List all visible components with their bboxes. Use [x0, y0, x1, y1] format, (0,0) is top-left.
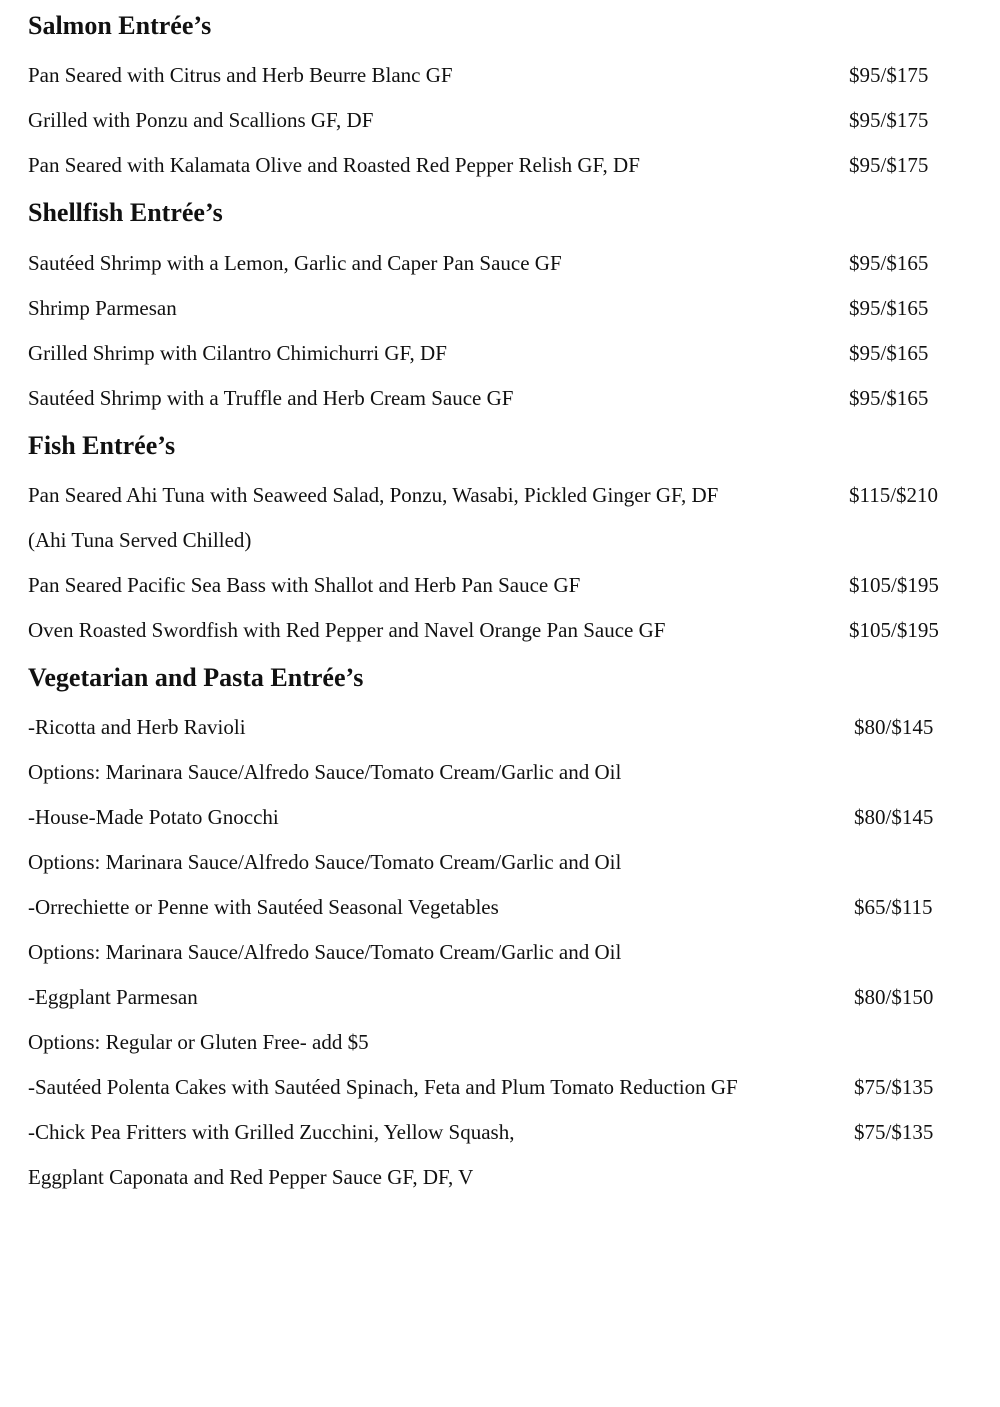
- menu-item-options: Options: Marinara Sauce/Alfredo Sauce/Tomato Cream/Garlic and Oil: [28, 940, 622, 964]
- menu-item-description: Sautéed Shrimp with a Truffle and Herb Cream Sauce GF: [28, 386, 514, 410]
- menu-row: [28, 938, 972, 966]
- menu-item-description: Pan Seared Pacific Sea Bass with Shallot and Herb Pan Sauce GF: [28, 573, 581, 597]
- section-heading-vegetarian-pasta: Vegetarian and Pasta Entrée’s: [28, 663, 364, 692]
- menu-item-price: $80/$150: [854, 985, 934, 1009]
- menu-row: [28, 1118, 972, 1146]
- menu-item-description: -Eggplant Parmesan: [28, 985, 198, 1009]
- menu-item-price: $95/$165: [849, 296, 929, 320]
- menu-item-price: $95/$165: [849, 386, 929, 410]
- menu-item-price: $95/$175: [849, 153, 929, 177]
- menu-row: [28, 384, 972, 412]
- menu-row: [28, 893, 972, 921]
- menu-item-price: $95/$165: [849, 251, 929, 275]
- menu-row: [28, 61, 972, 89]
- section-heading-salmon: Salmon Entrée’s: [28, 11, 212, 40]
- menu-item-note: (Ahi Tuna Served Chilled): [28, 528, 252, 552]
- menu-item-description: Pan Seared Ahi Tuna with Seaweed Salad, Ponzu, Wasabi, Pickled Ginger GF, DF: [28, 483, 719, 507]
- menu-item-price: $75/$135: [854, 1120, 934, 1144]
- menu-item-description-continued: Eggplant Caponata and Red Pepper Sauce GF, DF, V: [28, 1165, 474, 1189]
- menu-item-options: Options: Regular or Gluten Free- add $5: [28, 1030, 369, 1054]
- menu-row: [28, 106, 972, 134]
- menu-item-description: Sautéed Shrimp with a Lemon, Garlic and Caper Pan Sauce GF: [28, 251, 562, 275]
- menu-row: [28, 526, 972, 554]
- menu-row: [28, 481, 972, 509]
- menu-row: [28, 249, 972, 277]
- menu-item-description: Oven Roasted Swordfish with Red Pepper and Navel Orange Pan Sauce GF: [28, 618, 666, 642]
- menu-item-options: Options: Marinara Sauce/Alfredo Sauce/Tomato Cream/Garlic and Oil: [28, 760, 622, 784]
- menu-item-price: $65/$115: [854, 895, 933, 919]
- menu-row: [28, 571, 972, 599]
- menu-item-description: -Orrechiette or Penne with Sautéed Seasonal Vegetables: [28, 895, 499, 919]
- menu-item-options: Options: Marinara Sauce/Alfredo Sauce/Tomato Cream/Garlic and Oil: [28, 850, 622, 874]
- menu-row: [28, 848, 972, 876]
- menu-row: [28, 616, 972, 644]
- menu-item-price: $105/$195: [849, 573, 939, 597]
- menu-item-price: $95/$175: [849, 63, 929, 87]
- menu-item-description: -Chick Pea Fritters with Grilled Zucchini, Yellow Squash,: [28, 1120, 515, 1144]
- menu-item-price: $105/$195: [849, 618, 939, 642]
- menu-item-price: $80/$145: [854, 805, 934, 829]
- menu-row: [28, 294, 972, 322]
- menu-row: [28, 339, 972, 367]
- menu-row: [28, 151, 972, 179]
- menu-row: [28, 758, 972, 786]
- menu-row: [28, 1163, 972, 1191]
- menu-item-description: Pan Seared with Citrus and Herb Beurre Blanc GF: [28, 63, 453, 87]
- menu-item-description: -Sautéed Polenta Cakes with Sautéed Spinach, Feta and Plum Tomato Reduction GF: [28, 1075, 738, 1099]
- menu-item-description: Grilled with Ponzu and Scallions GF, DF: [28, 108, 374, 132]
- menu-item-description: -House-Made Potato Gnocchi: [28, 805, 279, 829]
- menu-item-price: $95/$165: [849, 341, 929, 365]
- menu-row: [28, 713, 972, 741]
- menu-item-price: $80/$145: [854, 715, 934, 739]
- menu-item-description: Shrimp Parmesan: [28, 296, 177, 320]
- menu-row: [28, 1073, 972, 1101]
- section-heading-shellfish: Shellfish Entrée’s: [28, 198, 223, 227]
- menu-row: [28, 803, 972, 831]
- section-heading-fish: Fish Entrée’s: [28, 431, 176, 460]
- menu-item-price: $75/$135: [854, 1075, 934, 1099]
- menu-item-price: $95/$175: [849, 108, 929, 132]
- menu-item-description: -Ricotta and Herb Ravioli: [28, 715, 246, 739]
- menu-row: [28, 983, 972, 1011]
- menu-item-description: Pan Seared with Kalamata Olive and Roasted Red Pepper Relish GF, DF: [28, 153, 640, 177]
- menu-item-description: Grilled Shrimp with Cilantro Chimichurri GF, DF: [28, 341, 447, 365]
- menu-row: [28, 1028, 972, 1056]
- menu-item-price: $115/$210: [849, 483, 939, 507]
